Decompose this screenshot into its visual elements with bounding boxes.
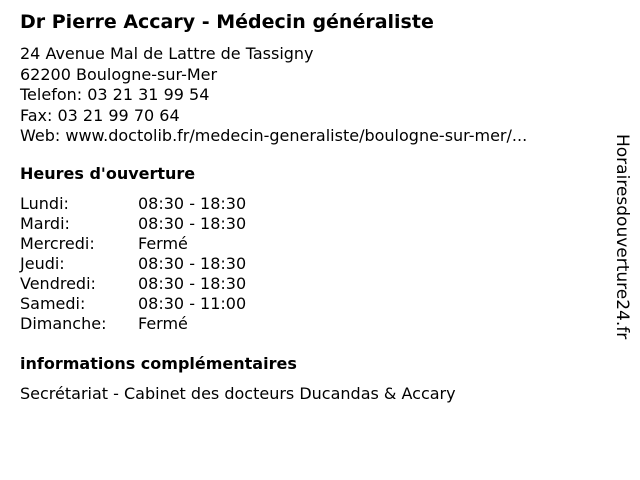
website-link: Web: www.doctolib.fr/medecin-generaliste/boulogne-sur-mer/... <box>20 126 528 145</box>
hours-value: Fermé <box>138 314 188 333</box>
street-address: 24 Avenue Mal de Lattre de Tassigny <box>20 44 314 63</box>
hours-row-tuesday <box>20 214 246 234</box>
fax-number: Fax: 03 21 99 70 64 <box>20 105 180 125</box>
contact-block <box>20 44 527 147</box>
hours-value: 08:30 - 18:30 <box>138 194 247 213</box>
hours-row-thursday <box>20 254 246 274</box>
day-label: Mercredi: <box>20 234 95 253</box>
hours-value: Fermé <box>138 234 188 253</box>
hours-value: 08:30 - 11:00 <box>138 294 247 313</box>
phone-number: Telefon: 03 21 31 99 54 <box>20 85 210 104</box>
additional-info-heading: informations complémentaires <box>20 354 297 373</box>
hours-row-monday <box>20 194 246 214</box>
hours-row-wednesday <box>20 234 246 254</box>
day-label: Dimanche: <box>20 314 107 333</box>
city-address: 62200 Boulogne-sur-Mer <box>20 64 218 84</box>
opening-hours-heading: Heures d'ouverture <box>20 164 196 183</box>
day-label: Jeudi: <box>20 254 65 273</box>
hours-row-sunday <box>20 314 246 334</box>
page-title: Dr Pierre Accary - Médecin généraliste <box>20 11 434 33</box>
day-label: Samedi: <box>20 294 86 313</box>
day-label: Vendredi: <box>20 274 96 293</box>
hours-row-friday <box>20 274 246 294</box>
hours-value: 08:30 - 18:30 <box>138 274 247 293</box>
hours-row-saturday <box>20 294 246 314</box>
hours-value: 08:30 - 18:30 <box>138 254 247 273</box>
site-watermark: Horairesdouverture24.fr <box>612 134 632 340</box>
additional-info-text: Secrétariat - Cabinet des docteurs Ducandas & Accary <box>20 384 456 403</box>
day-label: Lundi: <box>20 194 69 213</box>
day-label: Mardi: <box>20 214 70 233</box>
opening-hours-table <box>20 194 246 334</box>
hours-value: 08:30 - 18:30 <box>138 214 247 233</box>
